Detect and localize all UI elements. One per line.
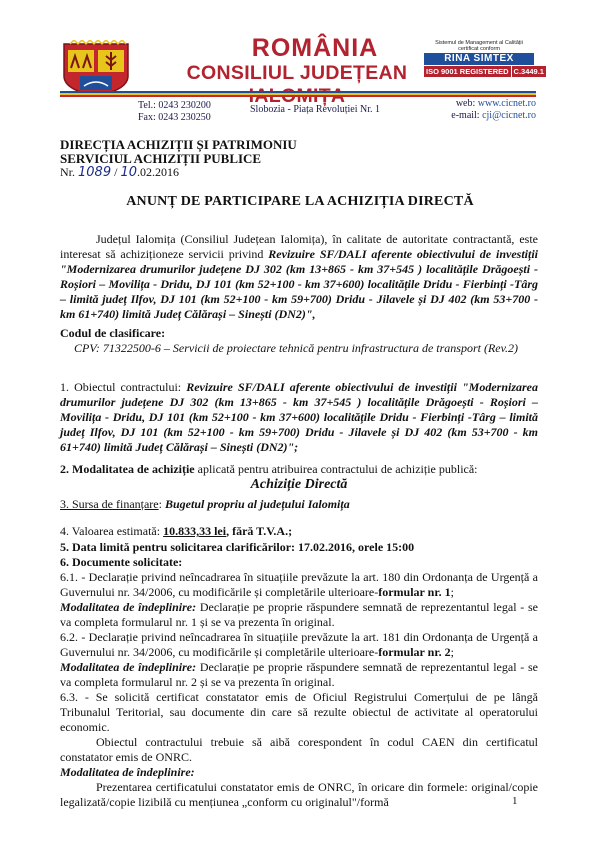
cert-line-2: certificat conform [458,46,500,52]
department-name: DIRECȚIA ACHIZIȚII ȘI PATRIMONIU [60,137,297,152]
item-4-amount: 10.833,33 lei [163,524,227,538]
intro-paragraph [60,232,538,322]
item-4-label: 4. Valoarea estimată: [60,524,164,538]
doc-6-2-end: ; [450,645,454,659]
email-link[interactable]: cji@cicnet.ro [482,110,536,121]
item-3-funding [60,497,538,512]
cert-iso-row [424,66,544,77]
county-crest-logo [60,40,132,98]
item-3-value: Bugetul propriu al județului Ialomița [164,497,350,511]
doc-6-1-modality [60,600,538,630]
item-6-documents [60,555,538,810]
phone-number: Tel.: 0243 230200 [138,100,211,111]
header-rule-red [60,95,536,97]
doc-6-2-mod-label: Modalitatea de îndeplinire: [60,660,197,674]
doc-6-3-mod-label: Modalitatea de îndeplinire: [60,765,195,779]
nr-value-handwritten: 1089 [78,165,112,180]
phone-fax [138,100,211,124]
registration-number [60,165,179,180]
web-link[interactable]: www.cicnet.ro [477,98,536,109]
doc-6-3: 6.3. - Se solicită certificat constatator emis de Oficiul Registrului Comerțului de pe lângă Tribunalul Teritorial, sau documente din care să rezulte obiectul de activitate al operatorului economic. [60,690,538,734]
doc-6-1-form: formular nr. 1 [378,585,451,599]
cert-line-1: Sistemul de Management al Calității [435,40,523,46]
item-5-deadline [60,540,538,555]
web-label: web: [455,98,478,109]
nr-label: Nr. [60,165,75,179]
nr-day-handwritten: 10 [120,165,137,180]
doc-6-2-text: 6.2. - Declarație privind neîncadrarea în situațiile prevăzute la art. 181 din Ordonanța de Urgență a Guvernului nr. 34/2006, cu modificările și completările ulterioare- [60,630,538,659]
doc-6-2-modality [60,660,538,690]
certification-badge [424,40,544,88]
council-title: CONSILIUL JUDEȚEAN [186,62,408,84]
doc-6-1-mod-text: Declarație pe proprie răspundere semnată de reprezentantul legal - se va completa formularul nr. 1 și se va prezenta în original. [60,600,538,629]
address: Slobozia - Piața Revoluției Nr. 1 [250,104,380,115]
cert-brand: RINA SIMTEX [424,53,534,65]
page-number: 1 [512,795,518,807]
doc-6-1 [60,570,538,600]
cert-iso: ISO 9001 REGISTERED [426,67,509,76]
item-4-rest: , fără T.V.A.; [226,524,293,538]
classification-value: CPV: 71322500-6 – Servicii de proiectare tehnică pentru infrastructura de transport (Rev.2) [74,341,519,355]
cert-code: C.3449.1 [513,67,544,76]
item-3-label: 3. Sursa de finanțare [60,497,159,511]
item-1-contract-object [60,380,538,455]
country-title: ROMÂNIA [251,34,379,62]
item-2-rest: aplicată pentru atribuirea contractului de achiziție publică: [194,462,478,476]
intro-object: Revizuire SF/DALI aferente obiectivului de investiții "Modernizarea drumurilor județene DJ 302 (km 13+865 - km 37+545 ) localitățile Drăgoești - Roșiori – Movilița - Dridu, DJ 101 (km 52+100 - km 37+600) localitățile Dridu - Fierbinți -Târg – limită județ Ilfov, DJ 101 (km 52+100 - km 59+700) Dridu - Jilavele și DJ 402 (km 53+700 - km 61+740) limită Județ Călărași – Sinești (DN2)", [60,247,538,321]
email-label: e-mail: [451,110,483,121]
nr-date: .02.2016 [136,165,179,179]
doc-6-1-text: 6.1. - Declarație privind neîncadrarea în situațiile prevăzute la art. 180 din Ordonanța de Urgență a Guvernului nr. 34/2006, cu modificările și completările ulterioare- [60,570,538,599]
doc-6-3-mod-text: Prezentarea certificatului constatator emis de ONRC, în oricare din formele: original/copie legalizată/copie lizibilă cu mențiunea „conform cu originalul"/formă [60,780,538,809]
item-2-label: 2. Modalitatea de achiziție [60,462,195,476]
doc-6-2-form: formular nr. 2 [378,645,451,659]
doc-6-2-mod-text: Declarație pe proprie răspundere semnată de reprezentantul legal - se va completa formularul nr. 2 și se va prezenta în original. [60,660,538,689]
crest-icon [60,40,132,98]
item-3-sep: : [158,497,165,511]
classification-section [60,326,538,356]
classification-label: Codul de clasificare: [60,326,166,340]
item-4-value [60,524,538,539]
item-1-value: Revizuire SF/DALI aferente obiectivului de investiții "Modernizarea drumurilor județene DJ 302 (km 13+865 - km 37+545 ) localitățile Drăgoești - Roșiori – Movilița - Dridu, DJ 101 (km 52+100 - km 37+600) localitățile Dridu - Fierbinți -Târg – limită județ Ilfov, DJ 101 (km 52+100 - km 59+700) Dridu - Jilavele și DJ 402 (km 53+700 - km 61+740) limită Județ Călărași – Sinești (DN2)"; [60,380,538,454]
item-6-label: 6. Documente solicitate: [60,555,183,569]
document-title: ANUNȚ DE PARTICIPARE LA ACHIZIȚIA DIRECTĂ [126,194,474,209]
item-1-label: 1. Obiectul contractului: [60,380,187,394]
doc-6-2 [60,630,538,660]
caen-requirement: Obiectul contractului trebuie să aibă corespondent în codul CAEN din certificatul constatator emis de ONRC. [60,735,538,764]
item-5-label: 5. Data limită pentru solicitarea clarificărilor: 17.02.2016, orele 15:00 [60,540,415,554]
fax-number: Fax: 0243 230250 [138,112,211,123]
nr-separator: / [114,165,118,179]
item-2-value: Achiziție Directă [250,477,348,492]
web-email [426,98,536,122]
department-block [60,138,297,166]
doc-6-1-mod-label: Modalitatea de îndeplinire: [60,600,197,614]
item-2-procedure [60,462,538,492]
doc-6-1-end: ; [450,585,454,599]
intro-text: Județul Ialomița (Consiliul Județean Ialomița), în calitate de autoritate contractantă, este interesat să achiziționeze servicii privind [60,232,538,261]
service-name: SERVICIUL ACHIZIȚII PUBLICE [60,151,262,166]
